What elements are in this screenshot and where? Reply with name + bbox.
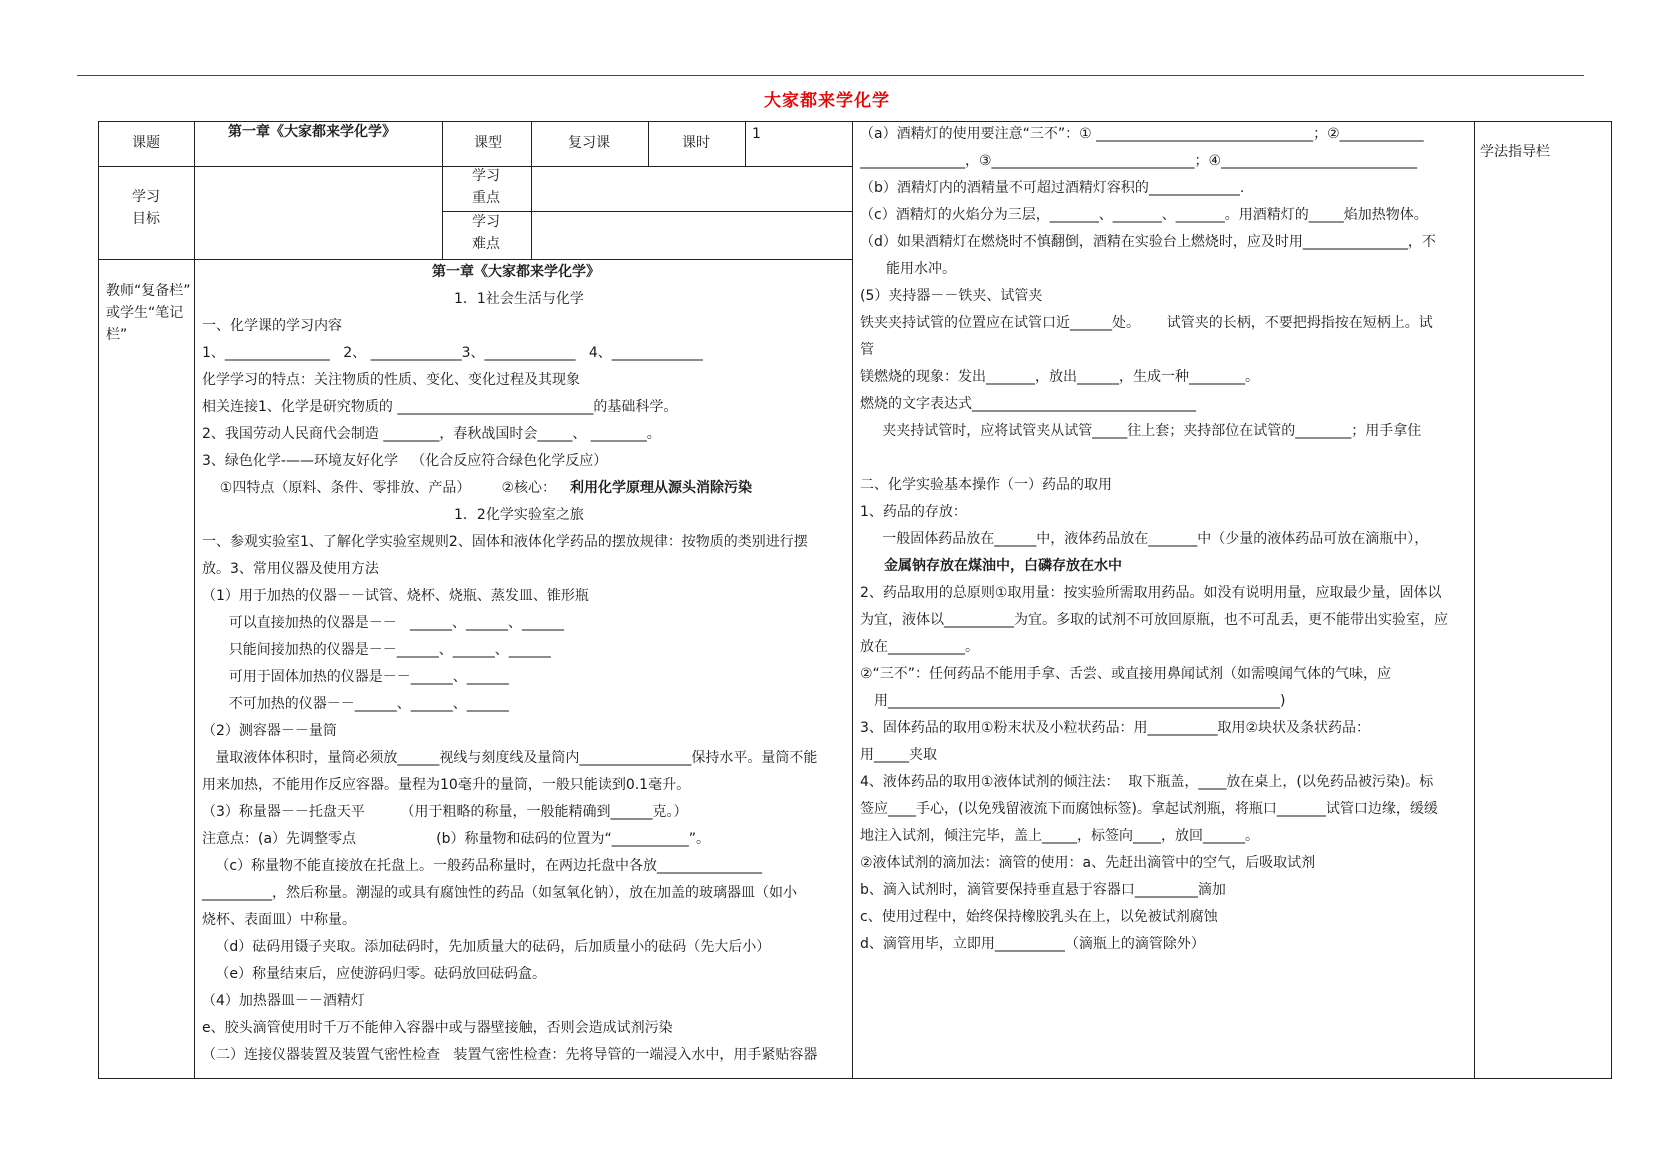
text-line: 放在___________。 <box>860 639 979 655</box>
emphasis-line: 利用化学原理从源头消除污染 <box>570 480 752 496</box>
text-line: 烧杯、表面皿）中称量。 <box>202 912 356 928</box>
text-line: 量取液体体积时，量筒必须放______视线与刻度线及量筒内________________保持水平。量筒不能 <box>202 750 818 766</box>
text-line: （1）用于加热的仪器－－试管、烧杯、烧瓶、蒸发皿、锥形瓶 <box>202 588 589 604</box>
text-line: 不可加热的仪器－－______、______、______ <box>202 696 509 712</box>
text-line: 3、绿色化学-——环境友好化学 （化合反应符合绿色化学反应） <box>202 453 608 469</box>
section-heading: 二、化学实验基本操作（一）药品的取用 <box>860 477 1112 493</box>
difficulty-label-line1: 学习 <box>472 214 500 230</box>
text-line: 注意点：(a）先调整零点 (b）称量物和砝码的位置为“___________”。 <box>202 831 710 847</box>
text-line: （d）如果酒精灯在燃烧时不慎翻倒，酒精在实验台上燃烧时，应及时用_______________，不 <box>860 234 1436 250</box>
text-line: 相关连接1、化学是研究物质的 ____________________________的基础科学。 <box>202 399 678 415</box>
type-label: 课型 <box>474 135 502 151</box>
text-line: （e）称量结束后，应使游码归零。砝码放回砝码盒。 <box>202 966 546 982</box>
text-line: 1、_______________ 2、 _____________3、_____________ 4、_____________ <box>202 345 703 361</box>
text-line: 2、我国劳动人民商代会制造 ________，春秋战国时会_____、 ________。 <box>202 426 661 442</box>
text-line: （c）称量物不能直接放在托盘上。一般药品称量时，在两边托盘中各放_______________ <box>202 858 763 874</box>
grid-line <box>648 121 649 166</box>
header-rule <box>77 75 1584 76</box>
text-line: 一、参观实验室1、了解化学实验室规则2、固体和液体化学药品的摆放规律：按物质的类别进行摆 <box>202 534 808 550</box>
grid-line <box>531 121 532 259</box>
text-line: 2、药品取用的总原则①取用量：按实验所需取用药品。如没有说明用量，应取最少量，固体以 <box>860 585 1442 601</box>
section-heading: 1．1社会生活与化学 <box>454 291 584 307</box>
text-line: (5）夹持器－－铁夹、试管夹 <box>860 288 1043 304</box>
text-line: 1、药品的存放： <box>860 504 967 520</box>
text-line: 可以直接加热的仪器是－－ ______、______、______ <box>202 615 565 631</box>
text-line: （4）加热器皿－－酒精灯 <box>202 993 365 1009</box>
text-line: 用来加热，不能用作反应容器。量程为10毫升的量筒，一般只能读到0.1毫升。 <box>202 777 691 793</box>
text-line: （c）酒精灯的火焰分为三层，_______、_______、_______。用酒精灯的_____焰加热物体。 <box>860 207 1428 223</box>
goal-label-line1: 学习 <box>132 189 160 205</box>
text-line: 3、固体药品的取用①粉末状及小粒状药品：用__________取用②块状及条状药品： <box>860 720 1371 736</box>
text-line: __________，然后称量。潮湿的或具有腐蚀性的药品（如氢氧化钠），放在加盖的玻璃器皿（如小 <box>202 885 797 901</box>
goal-label-line2: 目标 <box>132 211 160 227</box>
text-line: ②液体试剂的滴加法：滴管的使用：a、先赶出滴管中的空气，后吸取试剂 <box>860 855 1316 871</box>
text-line: 管 <box>860 342 874 358</box>
text-line: 化学学习的特点：关注物质的性质、变化、变化过程及其现象 <box>202 372 580 388</box>
subject-label: 课题 <box>132 135 160 151</box>
text-line: c、使用过程中，始终保持橡胶乳头在上，以免被试剂腐蚀 <box>860 909 1218 925</box>
text-line: 4、液体药品的取用①液体试剂的倾注法： 取下瓶盖，____放在桌上，(以免药品被污染)。标 <box>860 774 1434 790</box>
text-line: b、滴入试剂时，滴管要保持垂直悬于容器口_________滴加 <box>860 882 1226 898</box>
focus-label-line2: 重点 <box>472 190 500 206</box>
text-line: 地注入试剂，倾注完毕，盖上_____，标签向____，放回______。 <box>860 828 1259 844</box>
text-line: ①四特点（原料、条件、零排放、产品） ②核心： <box>202 480 557 496</box>
subject-value: 第一章《大家都来学化学》 <box>228 124 396 140</box>
text-line: _______________，③_____________________________；④____________________________ <box>860 153 1418 169</box>
text-line: e、胶头滴管使用时千万不能伸入容器中或与器壁接触，否则会造成试剂污染 <box>202 1020 673 1036</box>
text-line: d、滴管用毕，立即用__________（滴瓶上的滴管除外） <box>860 936 1205 952</box>
grid-line <box>745 121 746 166</box>
text-line: ②“三不”：任何药品不能用手拿、舌尝、或直接用鼻闻试剂（如需嗅闻气体的气味，应 <box>860 666 1392 682</box>
text-line: 只能间接加热的仪器是－－______、______、______ <box>202 642 551 658</box>
text-line: 燃烧的文字表达式________________________________ <box>860 396 1196 412</box>
grid-line <box>1474 121 1475 1079</box>
text-line: 一般固体药品放在______中，液体药品放在_______中（少量的液体药品可放在滴瓶中）， <box>860 531 1429 547</box>
grid-line <box>442 211 852 212</box>
text-line: 能用水冲。 <box>886 261 956 277</box>
text-line: 放。3、常用仪器及使用方法 <box>202 561 379 577</box>
grid-line <box>852 121 853 1079</box>
difficulty-label-line2: 难点 <box>472 236 500 252</box>
grid-line <box>442 121 443 259</box>
hours-label: 课时 <box>682 135 710 151</box>
text-line: （d）砝码用镊子夹取。添加砝码时，先加质量大的砝码，后加质量小的砝码（先大后小） <box>202 939 771 955</box>
text-line: 为宜，液体以__________为宜。多取的试剂不可放回原瓶，也不可乱丢，更不能带出实验室，应 <box>860 612 1448 628</box>
text-line: （b）酒精灯内的酒精量不可超过酒精灯容积的_____________. <box>860 180 1245 196</box>
text-line: 签应____手心，(以免残留液流下而腐蚀标签)。拿起试剂瓶，将瓶口_______试管口边缘，缓缓 <box>860 801 1438 817</box>
text-line: 用_____夹取 <box>860 747 937 763</box>
text-line: （3）称量器－－托盘天平 （用于粗略的称量，一般能精确到______克。） <box>202 804 688 820</box>
text-line: 镁燃烧的现象：发出_______，放出______，生成一种________。 <box>860 369 1259 385</box>
document-title: 大家都来学化学 <box>764 91 890 111</box>
text-line: 铁夹夹持试管的位置应在试管口近______处。 试管夹的长柄，不要把拇指按在短柄上。试 <box>860 315 1433 331</box>
text-line: （2）测容器－－量筒 <box>202 723 337 739</box>
sidebar-note-line3: 栏” <box>106 327 128 343</box>
hours-value: 1 <box>752 126 761 142</box>
text-line: （a）酒精灯的使用要注意“三不”：① _______________________________；②____________ <box>860 126 1424 142</box>
sidebar-note-line2: 或学生“笔记 <box>106 305 184 321</box>
type-value: 复习课 <box>568 135 610 151</box>
text-line: 可用于固体加热的仪器是－－______、______ <box>202 669 509 685</box>
text-line: 用________________________________________________________) <box>874 693 1286 709</box>
chapter-heading: 第一章《大家都来学化学》 <box>432 264 600 280</box>
section-heading: 1．2化学实验室之旅 <box>454 507 584 523</box>
text-line: 一、化学课的学习内容 <box>202 318 342 334</box>
grid-line <box>194 121 195 1079</box>
sidebar-note-line1: 教师“复备栏” <box>106 283 191 299</box>
text-line: 夹夹持试管时，应将试管夹从试管_____往上套；夹持部位在试管的________；用手拿住 <box>860 423 1422 439</box>
focus-label-line1: 学习 <box>472 168 500 184</box>
method-guide-label: 学法指导栏 <box>1480 144 1550 160</box>
emphasis-line: 金属钠存放在煤油中，白磷存放在水中 <box>884 558 1122 574</box>
grid-line <box>98 259 852 260</box>
text-line: （二）连接仪器装置及装置气密性检查 装置气密性检查：先将导管的一端浸入水中，用手紧贴容器 <box>202 1047 818 1063</box>
